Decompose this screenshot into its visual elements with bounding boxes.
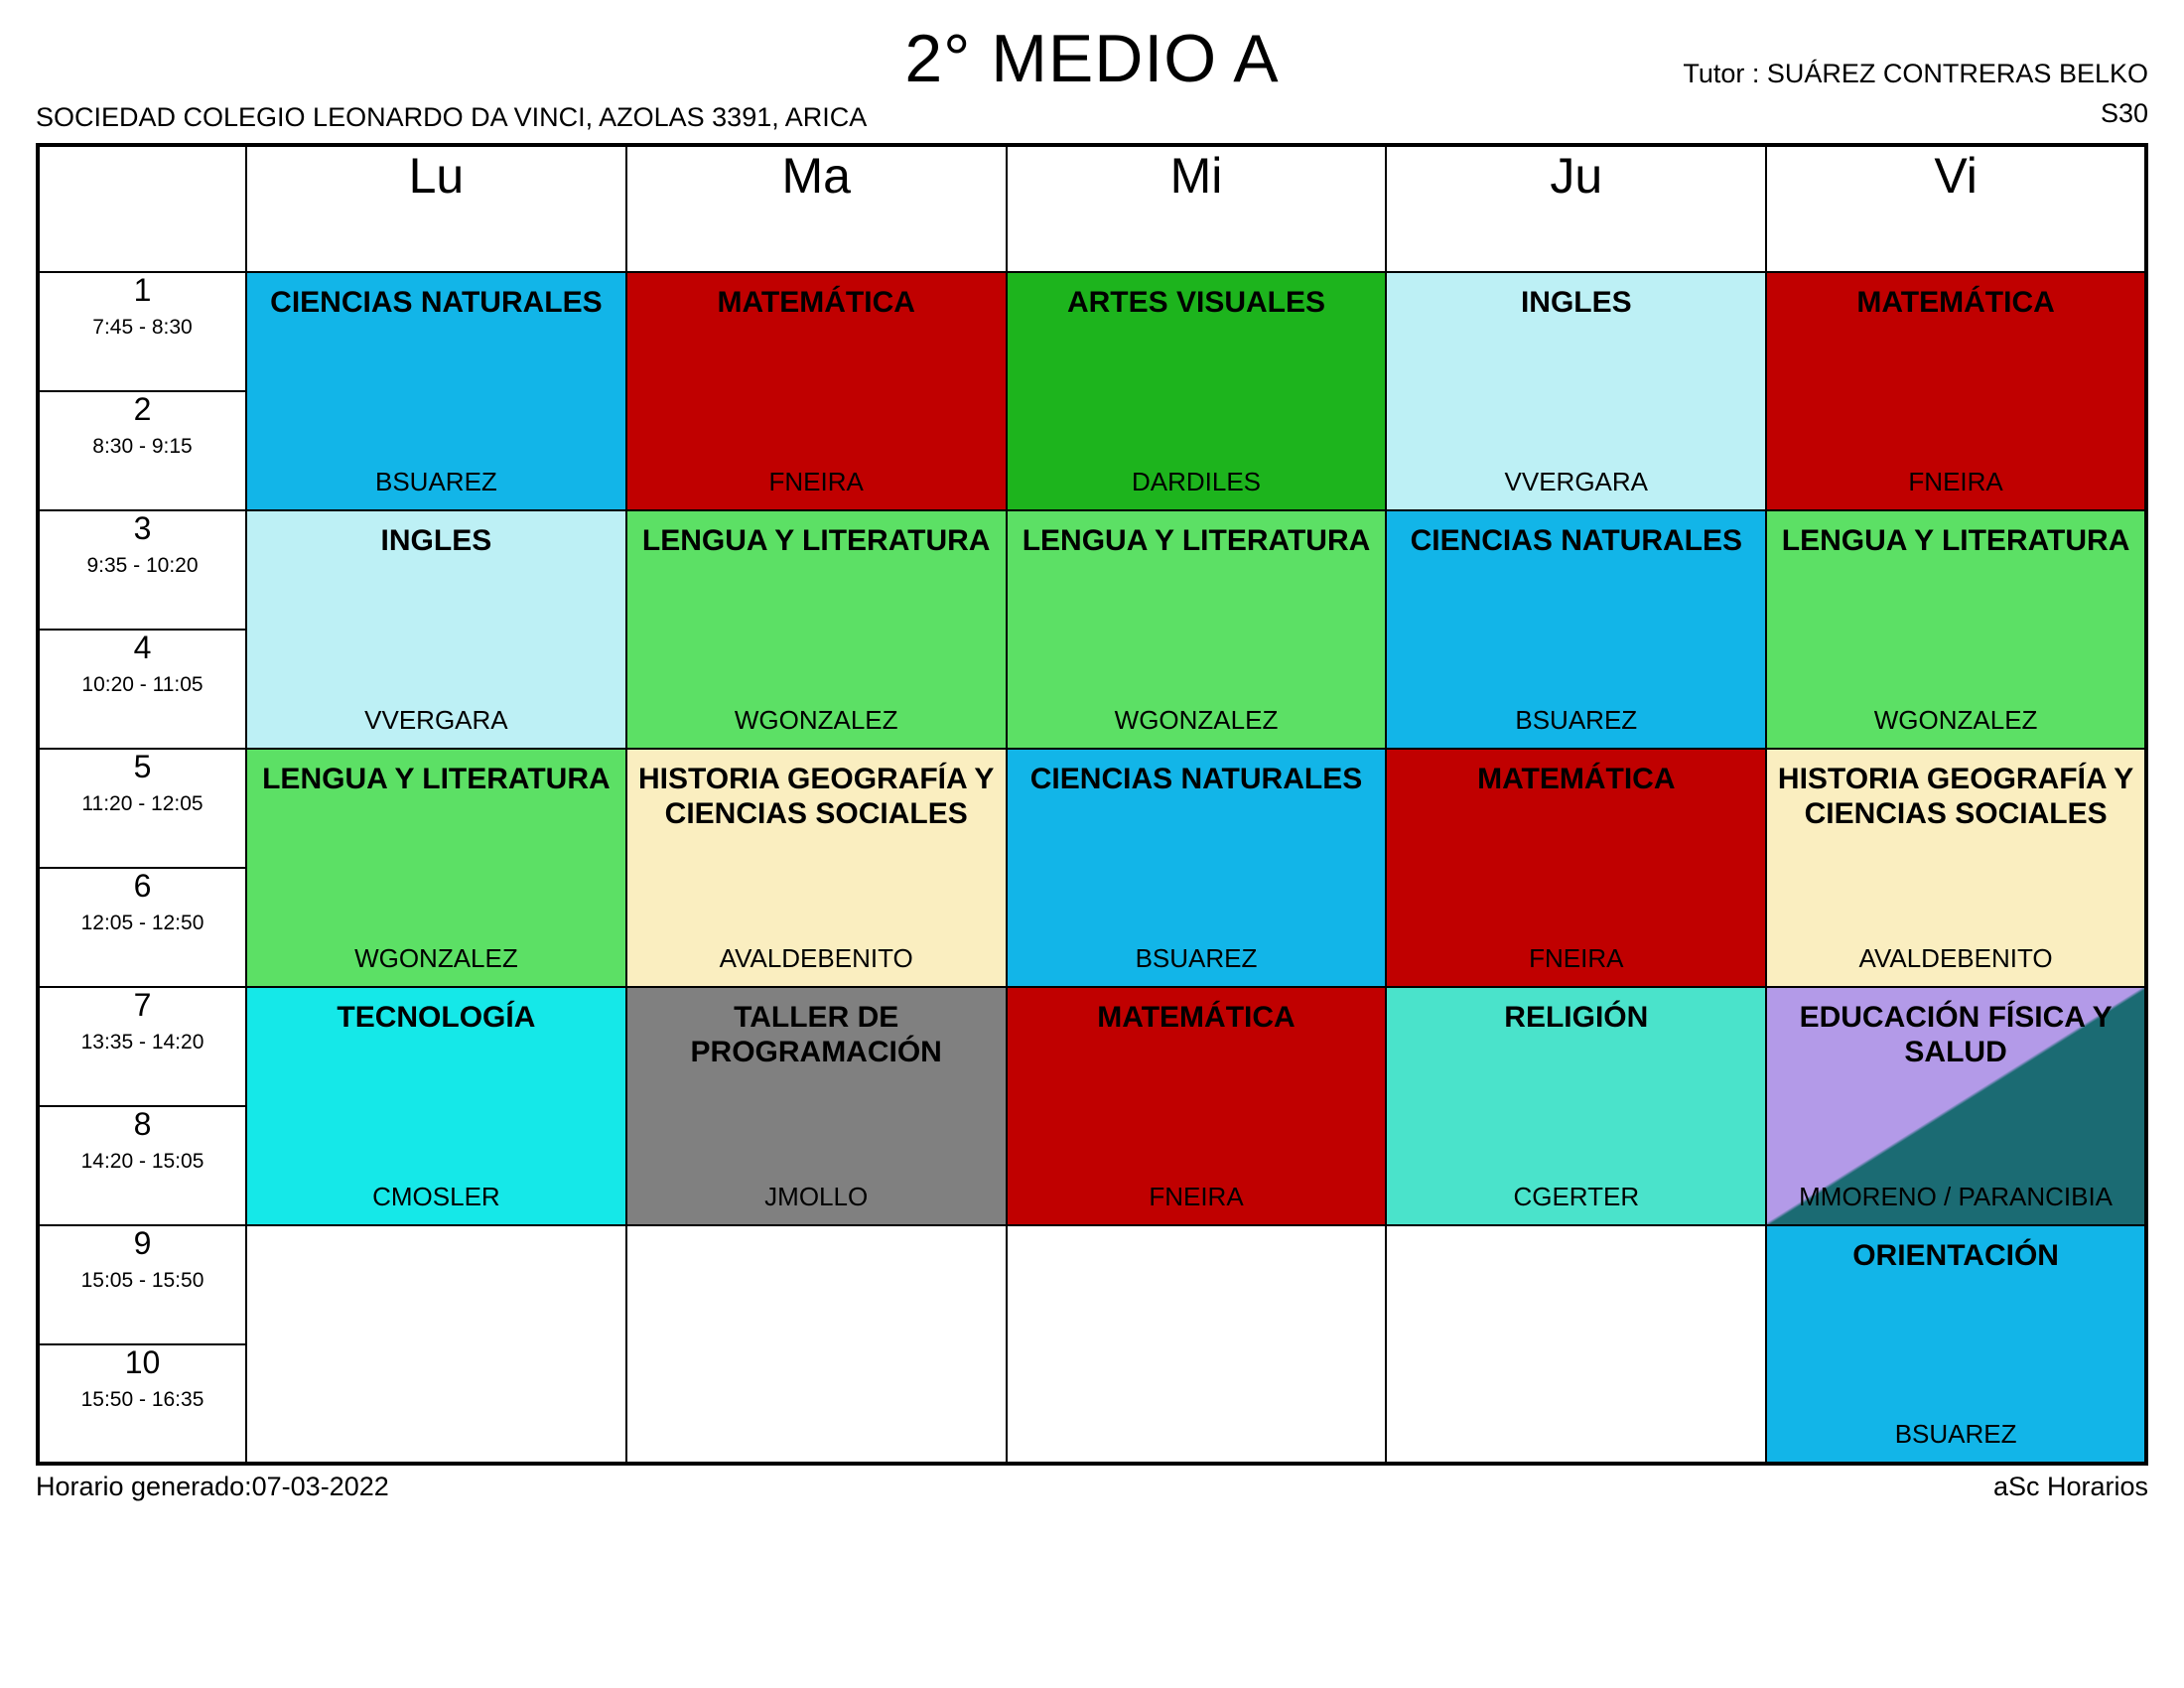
period-number: 2 [133,390,152,427]
lesson-subject: LENGUA Y LITERATURA [1781,523,2130,557]
lesson-subject: ORIENTACIÓN [1852,1238,2059,1272]
lesson-cell[interactable] [1007,272,1387,510]
lesson-subject: TALLER DE PROGRAMACIÓN [690,1000,942,1069]
lesson-subject: CIENCIAS NATURALES [270,285,603,319]
period-time: 7:45 - 8:30 [92,315,193,339]
timetable-row [38,1225,2146,1344]
lesson-cell[interactable] [1386,272,1766,510]
period-time: 13:35 - 14:20 [80,1030,205,1054]
lesson-cell[interactable] [626,272,1007,510]
lesson-cell-empty [246,1225,626,1464]
period-number: 1 [133,271,152,308]
timetable-row [38,987,2146,1106]
lesson-teacher: FNEIRA [1908,466,2003,496]
lesson-cell-empty [1386,1225,1766,1464]
lesson-teacher: WGONZALEZ [354,942,518,973]
lesson-subject: HISTORIA GEOGRAFÍA Y CIENCIAS SOCIALES [638,762,995,831]
period-time: 12:05 - 12:50 [80,911,205,934]
lesson-teacher: FNEIRA [768,466,864,496]
lesson-cell[interactable] [246,749,626,987]
lesson-cell[interactable] [1007,987,1387,1225]
lesson-cell[interactable] [246,272,626,510]
period-time: 11:20 - 12:05 [81,791,204,815]
tutor-label: Tutor : SUÁREZ CONTRERAS BELKO [1683,59,2148,89]
lesson-cell[interactable] [246,510,626,749]
lesson-teacher: FNEIRA [1149,1181,1244,1211]
lesson-cell-empty [1007,1225,1387,1464]
page-footer [36,1472,2148,1502]
period-number: 5 [133,748,152,784]
timetable-row [38,510,2146,630]
lesson-cell[interactable] [246,987,626,1225]
lesson-subject: MATEMÁTICA [1477,762,1676,795]
timetable-row [38,749,2146,868]
header-right [1683,55,2148,132]
period-cell-10 [38,1344,246,1464]
period-number: 8 [133,1105,152,1142]
lesson-cell[interactable] [626,510,1007,749]
lesson-teacher: DARDILES [1131,466,1262,496]
lesson-teacher: VVERGARA [1504,466,1649,496]
period-number: 9 [133,1224,152,1261]
day-header-lu: Lu [246,145,626,272]
lesson-cell[interactable] [1007,510,1387,749]
period-time: 9:35 - 10:20 [86,553,199,577]
lesson-subject: INGLES [1520,285,1632,319]
period-number: 3 [133,509,152,546]
lesson-teacher: CMOSLER [372,1181,500,1211]
header-meta [36,59,2148,132]
period-number: 10 [124,1343,161,1380]
lesson-subject: EDUCACIÓN FÍSICA Y SALUD [1799,1000,2113,1069]
lesson-subject: CIENCIAS NATURALES [1410,523,1743,557]
lesson-teacher: CGERTER [1513,1181,1640,1211]
lesson-cell-empty [626,1225,1007,1464]
lesson-cell[interactable] [626,987,1007,1225]
day-header-row [38,145,2146,272]
period-time: 15:05 - 15:50 [80,1268,205,1292]
lesson-teacher: BSUAREZ [1135,942,1258,973]
lesson-cell[interactable] [1007,749,1387,987]
day-header-ju: Ju [1386,145,1766,272]
room-label: S30 [2100,97,2148,128]
lesson-teacher: AVALDEBENITO [1858,942,2053,973]
lesson-teacher: BSUAREZ [1515,704,1638,735]
lesson-cell[interactable] [1766,272,2146,510]
lesson-teacher: AVALDEBENITO [719,942,913,973]
day-header-mi: Mi [1007,145,1387,272]
period-number: 6 [133,867,152,904]
timetable-grid [36,143,2148,1466]
generated-label: Horario generado:07-03-2022 [36,1471,389,1501]
grid-corner [38,145,246,272]
lesson-cell[interactable] [1386,987,1766,1225]
lesson-teacher: FNEIRA [1529,942,1624,973]
period-number: 7 [133,986,152,1023]
period-cell-5 [38,749,246,868]
lesson-cell[interactable] [1386,749,1766,987]
period-time: 14:20 - 15:05 [80,1149,205,1173]
lesson-subject: RELIGIÓN [1504,1000,1649,1034]
lesson-cell[interactable] [626,749,1007,987]
lesson-teacher: VVERGARA [364,704,508,735]
lesson-teacher: MMORENO / PARANCIBIA [1799,1181,2114,1211]
lesson-subject: MATEMÁTICA [717,285,915,319]
period-cell-4 [38,630,246,749]
lesson-teacher: BSUAREZ [1894,1418,2017,1449]
lesson-subject: MATEMÁTICA [1856,285,2055,319]
period-cell-7 [38,987,246,1106]
credit-label: aSc Horarios [1992,1471,2148,1501]
lesson-cell[interactable] [1386,510,1766,749]
lesson-subject: INGLES [380,523,492,557]
day-header-vi: Vi [1766,145,2146,272]
school-name: SOCIEDAD COLEGIO LEONARDO DA VINCI, AZOLAS 3391, ARICA [36,101,868,132]
lesson-subject: LENGUA Y LITERATURA [262,762,611,795]
period-number: 4 [133,629,152,665]
lesson-cell[interactable] [1766,987,2146,1225]
lesson-subject: CIENCIAS NATURALES [1029,762,1363,795]
lesson-subject: LENGUA Y LITERATURA [1022,523,1371,557]
period-time: 15:50 - 16:35 [80,1387,205,1411]
period-time: 10:20 - 11:05 [81,672,204,696]
period-cell-3 [38,510,246,630]
period-cell-6 [38,868,246,987]
lesson-subject: TECNOLOGÍA [337,1000,536,1034]
lesson-subject: MATEMÁTICA [1097,1000,1296,1034]
lesson-subject: HISTORIA GEOGRAFÍA Y CIENCIAS SOCIALES [1777,762,2134,831]
timetable-row [38,272,2146,391]
period-cell-1 [38,272,246,391]
lesson-cell[interactable] [1766,1225,2146,1464]
page-title: 2° MEDIO A [904,21,1280,96]
lesson-cell[interactable] [1766,510,2146,749]
lesson-teacher: JMOLLO [764,1181,869,1211]
lesson-subject: LENGUA Y LITERATURA [641,523,991,557]
lesson-teacher: WGONZALEZ [1114,704,1279,735]
lesson-teacher: BSUAREZ [374,466,497,496]
day-header-ma: Ma [626,145,1007,272]
period-cell-8 [38,1106,246,1225]
lesson-teacher: WGONZALEZ [1873,704,2038,735]
period-cell-9 [38,1225,246,1344]
lesson-teacher: WGONZALEZ [734,704,898,735]
lesson-subject: ARTES VISUALES [1066,285,1326,319]
period-cell-2 [38,391,246,510]
lesson-cell[interactable] [1766,749,2146,987]
period-time: 8:30 - 9:15 [92,434,193,458]
